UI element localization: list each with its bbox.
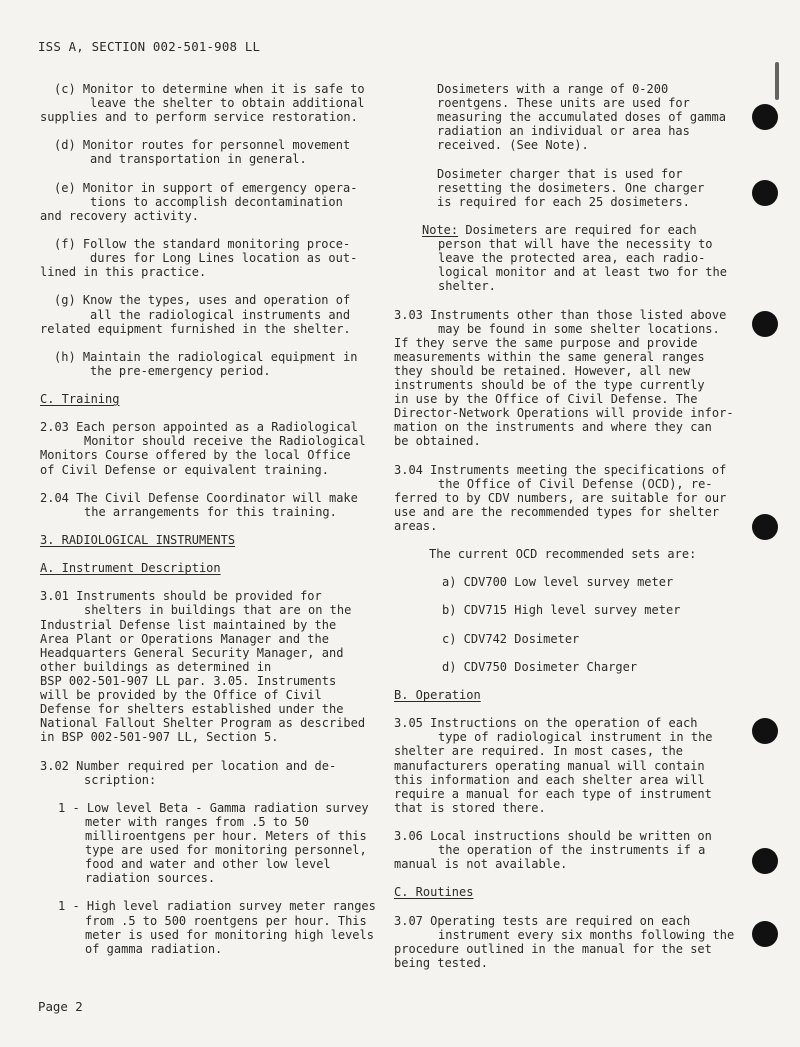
item-e: (e) Monitor in support of emergency opera- tions to accomplish decontamination and recovery activity. bbox=[40, 180, 358, 223]
item-g: (g) Know the types, uses and operation of all the radiological instruments and related equipment furnished in the shelter. bbox=[40, 293, 351, 336]
note-label: Note: bbox=[422, 222, 459, 237]
training-heading: C. Training bbox=[40, 392, 120, 407]
item-c: (c) Monitor to determine when it is safe to leave the shelter to obtain additional supplies and to perform service restoration. bbox=[40, 82, 365, 125]
ocd-set-d: d) CDV750 Dosimeter Charger bbox=[442, 659, 638, 674]
item-f: (f) Follow the standard monitoring proce- dures for Long Lines location as out- lined in this practice. bbox=[40, 237, 358, 280]
para-3-05: 3.05 Instructions on the operation of each type of radiological instrument in the shelter are required. In most cases, the manufacturers operating manual will contain this information and each shelter area will require a manual for each type of instrument that is stored there. bbox=[394, 716, 713, 815]
charger-item: Dosimeter charger that is used for resetting the dosimeters. One charger is required for each 25 dosimeters. bbox=[437, 166, 705, 209]
page-number: Page 2 bbox=[38, 999, 83, 1014]
para-2-04: 2.04 The Civil Defense Coordinator will make the arrangements for this training. bbox=[40, 490, 358, 519]
operation-heading: B. Operation bbox=[394, 688, 481, 703]
punch-hole bbox=[752, 718, 778, 744]
para-3-06: 3.06 Local instructions should be written on the operation of the instruments if a manual is not available. bbox=[394, 828, 712, 872]
dosimeter-item: Dosimeters with a range of 0-200 roentgens. These units are used for measuring the accumulated doses of gamma radiation an individual or area has received. (See Note). bbox=[437, 82, 726, 153]
para-3-03: 3.03 Instruments other than those listed above may be found in some shelter locations. If they serve the same purpose and provide measurements within the same general ranges they should be retained. However, all new instruments should be of the type currently in use by the Office of Civil Defense. The Director-Network Operations will provide infor- mation on the instruments and where they can be obtained. bbox=[394, 307, 734, 449]
punch-hole bbox=[752, 311, 778, 337]
punch-hole bbox=[752, 180, 778, 206]
punch-hole bbox=[752, 514, 778, 540]
item-h: (h) Maintain the radiological equipment in the pre-emergency period. bbox=[54, 349, 358, 378]
ocd-set-b: b) CDV715 High level survey meter bbox=[442, 603, 681, 618]
left-column bbox=[40, 82, 380, 970]
ocd-set-a: a) CDV700 Low level survey meter bbox=[442, 575, 674, 590]
document-header: ISS A, SECTION 002-501-908 LL bbox=[38, 39, 261, 54]
high-level-meter-item: 1 - High level radiation survey meter ranges from .5 to 500 roentgens per hour. This meter is used for monitoring high levels of gamma radiation. bbox=[58, 899, 376, 956]
instrument-description-heading: A. Instrument Description bbox=[40, 561, 221, 576]
para-3-01: 3.01 Instruments should be provided for shelters in buildings that are on the Industrial Defense list maintained by the Area Plant or Operations Manager and the Headquarters General Security Manager, and other buildings as determined in BSP 002-501-907 LL par. 3.05. Instruments will be provided by the Office of Civil Defense for shelters established under the National Fallout Shelter Program as described in BSP 002-501-907 LL, Section 5. bbox=[40, 589, 366, 745]
para-3-04: 3.04 Instruments meeting the specifications of the Office of Civil Defense (OCD), re- ferred to by CDV numbers, are suitable for our use and are the recommended types for shelter areas. bbox=[394, 462, 727, 533]
item-d: (d) Monitor routes for personnel movement and transportation in general. bbox=[54, 138, 351, 167]
punch-hole bbox=[752, 921, 778, 947]
section-3-heading: 3. RADIOLOGICAL INSTRUMENTS bbox=[40, 533, 236, 547]
note-paragraph: Note: Dosimeters are required for each person that will have the necessity to leave the protected area, each radio- logical monitor and at least two for the shelter. bbox=[422, 222, 727, 294]
punch-hole bbox=[752, 104, 778, 130]
right-column bbox=[394, 82, 736, 984]
punch-hole bbox=[752, 848, 778, 874]
ocd-set-c: c) CDV742 Dosimeter bbox=[442, 631, 580, 646]
routines-heading: C. Routines bbox=[394, 885, 474, 900]
para-2-03: 2.03 Each person appointed as a Radiological Monitor should receive the Radiological Monitors Course offered by the local Office of Civil Defense or equivalent training. bbox=[40, 420, 366, 477]
punch-mark bbox=[775, 62, 779, 100]
low-level-meter-item: 1 - Low level Beta - Gamma radiation survey meter with ranges from .5 to 50 milliroentgens per hour. Meters of this type are used for monitoring personnel, food and water and other low level radiation sources. bbox=[58, 800, 369, 886]
para-3-02: 3.02 Number required per location and de- scription: bbox=[40, 758, 337, 787]
ocd-intro: The current OCD recommended sets are: bbox=[429, 547, 697, 562]
para-3-07: 3.07 Operating tests are required on each instrument every six months following the procedure outlined in the manual for the set being tested. bbox=[394, 913, 735, 970]
